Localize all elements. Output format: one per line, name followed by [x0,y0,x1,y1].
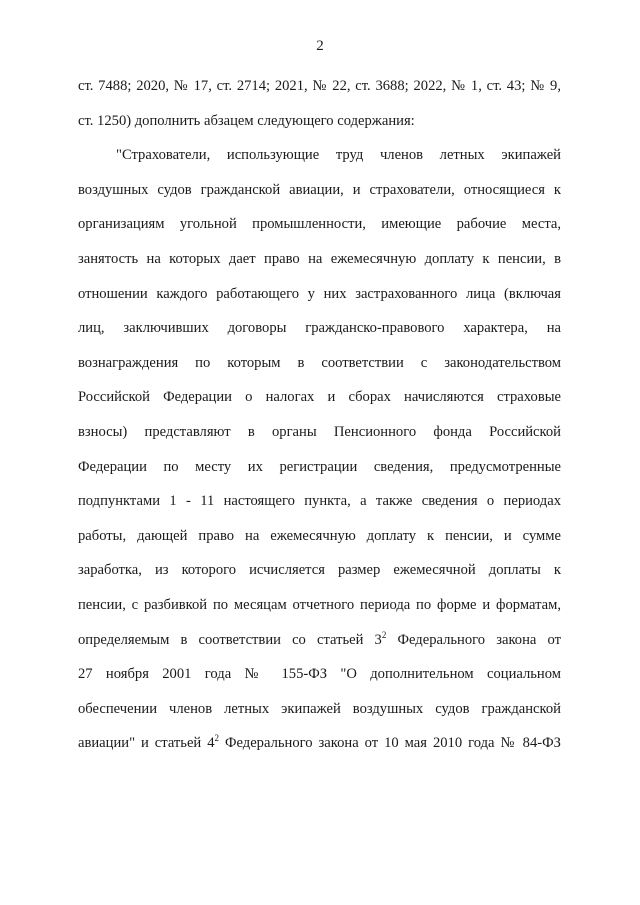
text-line: занятость на которых дает право на ежемесячную доплату к пенсии, в [78,250,561,267]
text-line: "Страхователи, использующие труд членов летных экипажей [116,147,561,164]
text-line: воздушных судов гражданской авиации, и страхователи, относящиеся к [78,181,561,198]
text-line: ст. 7488; 2020, № 17, ст. 2714; 2021, № 22, ст. 3688; 2022, № 1, ст. 43; № 9, [78,78,561,94]
text-line: 27 ноября 2001 года № 155-ФЗ "О дополнительном социальном [78,666,561,683]
text-line: лиц, заключивших договоры гражданско-правового характера, на [78,320,561,337]
text-fragment: определяемым в соответствии со статьей 3 [78,631,382,648]
text-fragment: авиации" и статьей 4 [78,735,215,752]
text-line: вознаграждения по которым в соответствии с законодательством [78,354,561,371]
text-line: отношении каждого работающего у них застрахованного лица (включая [78,285,561,302]
document-body [78,69,561,761]
page-number: 2 [316,38,324,54]
text-line: заработка, из которого исчисляется размер ежемесячной доплаты к [78,562,561,579]
text-line: пенсии, с разбивкой по месяцам отчетного периода по форме и форматам, [78,596,561,613]
text-line: Федерации по месту их регистрации сведения, предусмотренные [78,458,561,475]
text-line [78,726,561,761]
superscript: 2 [381,629,387,640]
text-fragment: Федерального закона от 10 мая 2010 года № 84-ФЗ [219,735,561,752]
superscript: 2 [214,733,219,744]
text-line: работы, дающей право на ежемесячную доплату к пенсии, и сумме [78,527,561,544]
text-line: Российской Федерации о налогах и сборах начисляются страховые [78,389,561,406]
text-line [78,623,561,658]
text-line: ст. 1250) дополнить абзацем следующего содержания: [78,112,415,129]
text-line: взносы) представляют в органы Пенсионного фонда Российской [78,423,561,440]
text-line: подпунктами 1 - 11 настоящего пункта, а также сведения о периодах [78,493,561,510]
text-line: обеспечении членов летных экипажей воздушных судов гражданской [78,700,561,717]
text-fragment: Федерального закона от [386,631,561,648]
text-line: организациям угольной промышленности, имеющие рабочие места, [78,216,561,233]
